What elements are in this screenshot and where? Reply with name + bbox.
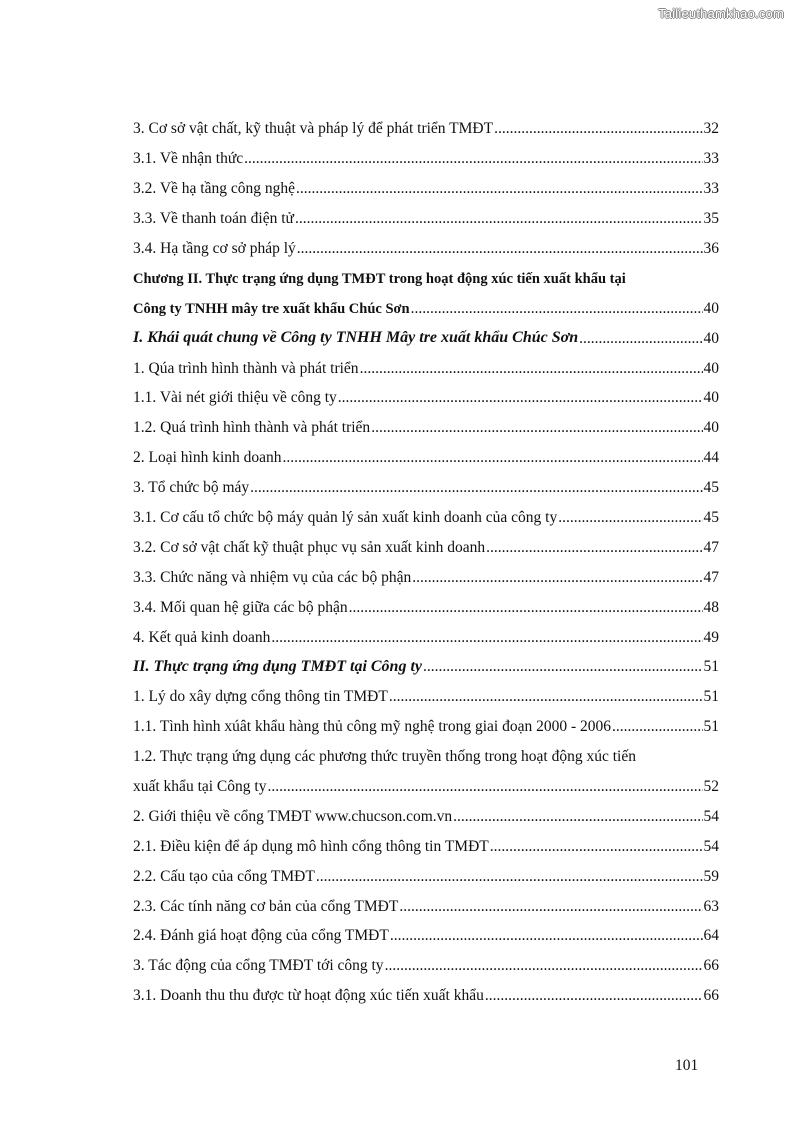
toc-entry-page: 51 [703, 658, 719, 676]
toc-leader-dots [423, 659, 703, 679]
toc-entry-label: I. Khái quát chung về Công ty TNHH Mây tre xuất khẩu Chúc Sơn [133, 329, 579, 347]
toc-entry-page: 33 [703, 180, 719, 198]
toc-entry-page: 40 [703, 389, 719, 407]
toc-entry-page: 63 [703, 897, 719, 915]
toc-entry-page: 47 [703, 538, 719, 556]
toc-leader-dots [316, 869, 703, 889]
toc-entry[interactable] [133, 260, 719, 290]
toc-entry-label: Công ty TNHH mây tre xuất khẩu Chúc Sơn [133, 300, 410, 317]
toc-entry-label: 3.4. Mối quan hệ giữa các bộ phận [133, 598, 348, 616]
toc-leader-dots [453, 809, 702, 829]
toc-entry-page: 40 [703, 299, 719, 317]
toc-entry[interactable] [133, 500, 719, 530]
toc-entry-label: 3.1. Cơ cấu tổ chức bộ máy quản lý sản xuất kinh doanh của công ty [133, 508, 558, 526]
toc-entry-page: 40 [703, 359, 719, 377]
toc-leader-dots [295, 211, 703, 231]
toc-leader-dots [271, 630, 702, 650]
toc-entry[interactable] [133, 290, 719, 320]
toc-entry-label: 3. Tác động của cổng TMĐT tới công ty [133, 957, 384, 975]
toc-leader-dots [349, 600, 703, 620]
toc-entry-page: 54 [703, 837, 719, 855]
toc-entry-label: 3.2. Cơ sở vật chất kỹ thuật phục vụ sản xuất kinh doanh [133, 538, 486, 556]
table-of-contents [133, 111, 719, 1008]
toc-entry-page: 48 [703, 598, 719, 616]
toc-entry-label: 1. Lý do xây dựng cổng thông tin TMĐT [133, 688, 388, 706]
toc-entry[interactable] [133, 201, 719, 231]
toc-entry[interactable] [133, 948, 719, 978]
toc-entry-page: 52 [703, 777, 719, 795]
toc-leader-dots [297, 241, 703, 261]
toc-entry-label: 3.1. Về nhận thức [133, 150, 244, 168]
toc-leader-dots [612, 719, 703, 739]
toc-entry-page: 47 [703, 568, 719, 586]
toc-entry-page: 66 [703, 957, 719, 975]
toc-leader-dots [494, 121, 702, 141]
toc-leader-dots [296, 181, 703, 201]
toc-leader-dots [485, 988, 703, 1008]
toc-entry-label: 1. Qúa trình hình thành và phát triển [133, 359, 359, 377]
toc-leader-dots [360, 361, 703, 381]
toc-entry-label: xuất khẩu tại Công ty [133, 777, 267, 795]
toc-entry-label: 3.3. Chức năng và nhiệm vụ của các bộ phận [133, 568, 412, 586]
toc-entry[interactable] [133, 529, 719, 559]
toc-entry-page: 40 [703, 419, 719, 437]
toc-leader-dots [390, 928, 703, 948]
toc-entry-page: 66 [703, 987, 719, 1005]
toc-entry[interactable] [133, 798, 719, 828]
toc-leader-dots [399, 899, 702, 919]
toc-entry-label: 1.1. Tình hình xúât khẩu hàng thủ công mỹ nghệ trong giai đoạn 2000 - 2006 [133, 718, 611, 736]
toc-entry[interactable] [133, 619, 719, 649]
toc-leader-dots [283, 450, 703, 470]
toc-entry[interactable] [133, 559, 719, 589]
toc-entry-label: 2.2. Cấu tạo của cổng TMĐT [133, 867, 315, 885]
toc-entry-page: 45 [703, 508, 719, 526]
toc-entry[interactable] [133, 918, 719, 948]
toc-entry[interactable] [133, 769, 719, 799]
toc-entry-label: 1.2. Quá trình hình thành và phát triển [133, 419, 371, 437]
toc-leader-dots [371, 420, 702, 440]
page-number: 101 [675, 1057, 699, 1074]
toc-leader-dots [267, 779, 702, 799]
toc-entry[interactable] [133, 828, 719, 858]
toc-entry-label: 2.3. Các tính năng cơ bản của cổng TMĐT [133, 897, 399, 915]
toc-entry-page: 54 [703, 807, 719, 825]
toc-entry-page: 35 [703, 210, 719, 228]
watermark-text: Tailieuthamkhao.com [658, 6, 784, 21]
toc-entry-label: 3.3. Về thanh toán điện tử [133, 210, 294, 228]
toc-entry-label: 4. Kết quả kinh doanh [133, 628, 271, 646]
toc-entry-label: 2. Loại hình kinh doanh [133, 449, 282, 467]
toc-leader-dots [411, 301, 703, 321]
toc-entry-label: 3.4. Hạ tầng cơ sở pháp lý [133, 239, 296, 257]
toc-entry-page: 44 [703, 449, 719, 467]
toc-entry[interactable] [133, 410, 719, 440]
toc-entry-page: 51 [703, 718, 719, 736]
toc-leader-dots [338, 390, 703, 410]
toc-entry-label: 3.2. Về hạ tầng công nghệ [133, 180, 295, 198]
toc-entry[interactable] [133, 679, 719, 709]
toc-entry-label: Chương II. Thực trạng ứng dụng TMĐT trong hoạt động xúc tiến xuất khẩu tại [133, 270, 626, 287]
toc-entry-page: 33 [703, 150, 719, 168]
toc-entry[interactable] [133, 350, 719, 380]
toc-leader-dots [490, 839, 703, 859]
toc-entry-page: 51 [703, 688, 719, 706]
toc-leader-dots [486, 540, 702, 560]
toc-entry-label: 1.1. Vài nét giới thiệu về công ty [133, 389, 337, 407]
toc-entry[interactable] [133, 231, 719, 261]
toc-entry-label: II. Thực trạng ứng dụng TMĐT tại Công ty [133, 657, 422, 675]
toc-entry[interactable] [133, 141, 719, 171]
toc-entry-label: 1.2. Thực trạng ứng dụng các phương thức truyền thống trong hoạt động xúc tiến [133, 748, 636, 766]
toc-leader-dots [250, 480, 702, 500]
toc-entry[interactable] [133, 739, 719, 769]
toc-entry-label: 3. Cơ sở vật chất, kỹ thuật và pháp lý để phát triển TMĐT [133, 120, 494, 138]
toc-entry-label: 3.1. Doanh thu thu được từ hoạt động xúc tiến xuất khẩu [133, 987, 484, 1005]
toc-entry-page: 40 [703, 329, 719, 347]
toc-entry[interactable] [133, 380, 719, 410]
toc-entry-page: 59 [703, 867, 719, 885]
toc-entry-page: 45 [703, 479, 719, 497]
toc-entry-label: 2. Giới thiệu về cổng TMĐT www.chucson.com.vn [133, 807, 453, 825]
toc-entry[interactable] [133, 888, 719, 918]
toc-entry-label: 2.1. Điều kiện để áp dụng mô hình cổng thông tin TMĐT [133, 837, 489, 855]
toc-entry-label: 2.4. Đánh giá hoạt động của cổng TMĐT [133, 927, 389, 945]
toc-leader-dots [389, 689, 703, 709]
toc-leader-dots [558, 510, 702, 530]
toc-leader-dots [244, 151, 702, 171]
toc-entry-page: 36 [703, 239, 719, 257]
toc-entry[interactable] [133, 589, 719, 619]
toc-entry-page: 64 [703, 927, 719, 945]
toc-entry[interactable] [133, 320, 719, 350]
toc-entry[interactable] [133, 649, 719, 679]
toc-entry[interactable] [133, 858, 719, 888]
toc-entry[interactable] [133, 470, 719, 500]
toc-entry[interactable] [133, 978, 719, 1008]
toc-entry-label: 3. Tổ chức bộ máy [133, 479, 250, 497]
toc-entry-page: 32 [703, 120, 719, 138]
toc-leader-dots [385, 958, 703, 978]
toc-entry[interactable] [133, 709, 719, 739]
toc-entry-page: 49 [703, 628, 719, 646]
toc-entry[interactable] [133, 111, 719, 141]
toc-leader-dots [412, 570, 702, 590]
toc-entry[interactable] [133, 440, 719, 470]
toc-leader-dots [579, 331, 702, 351]
toc-entry[interactable] [133, 171, 719, 201]
